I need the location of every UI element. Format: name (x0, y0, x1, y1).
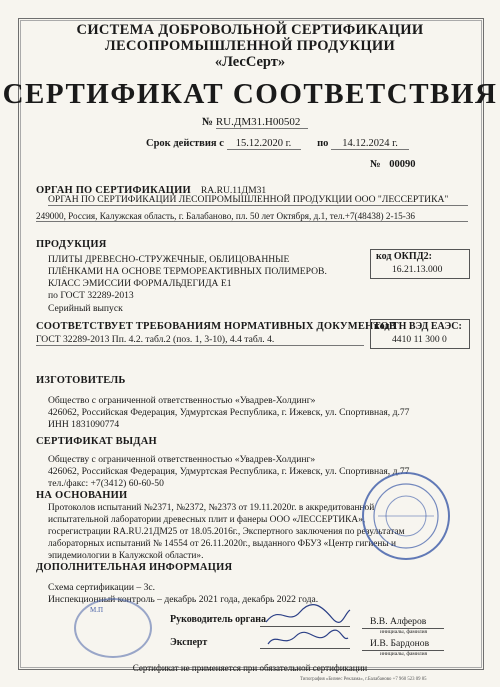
conformity-text: ГОСТ 32289-2013 Пп. 4.2. табл.2 (поз. 1, 3-10), 4.4 табл. 4. (36, 334, 364, 346)
organ-name: ОРГАН ПО СЕРТИФИКАЦИИ ЛЕСОПРОМЫШЛЕННОЙ ПРОДУКЦИИ ООО "ЛЕССЕРТИКА" (48, 194, 468, 206)
product-line4: по ГОСТ 32289-2013 (48, 290, 134, 301)
okpd-label: код ОКПД2: (376, 251, 432, 262)
additional-label: ДОПОЛНИТЕЛЬНАЯ ИНФОРМАЦИЯ (36, 562, 233, 573)
system-title-line3: «ЛесСерт» (214, 54, 286, 70)
manufacturer-address: 426062, Российская Федерация, Удмуртская Республика, г. Ижевск, ул. Спортивная, д.77 (48, 407, 410, 418)
system-title-line1: СИСТЕМА ДОБРОВОЛЬНОЙ СЕРТИФИКАЦИИ (76, 22, 424, 38)
head-caption: инициалы, фамилия (380, 629, 428, 635)
additional-scheme: Схема сертификации – 3с. (48, 582, 156, 593)
footer-printer: Типография «Бизнес Реклама», г.Балабаново +7 960 523 09 85 (300, 677, 427, 682)
product-line1: ПЛИТЫ ДРЕВЕСНО-СТРУЖЕЧНЫЕ, ОБЛИЦОВАННЫЕ (48, 254, 290, 265)
basis-line2: испытательной лаборатории древесных плит и фанеры ООО «ЛЕССЕРТИКА», (48, 515, 366, 525)
organ-stamp (74, 598, 152, 658)
head-signature (262, 602, 352, 628)
certificate-title: СЕРТИФИКАТ СООТВЕТСТВИЯ (2, 78, 498, 110)
basis-label: НА ОСНОВАНИИ (36, 490, 128, 501)
expert-label: Эксперт (170, 637, 208, 648)
organ-label: ОРГАН ПО СЕРТИФИКАЦИИ (36, 185, 191, 196)
company-round-stamp (360, 470, 452, 562)
expert-signature (262, 628, 352, 650)
tnved-label: код ТН ВЭД ЕАЭС: (374, 321, 462, 332)
footer-note: Сертификат не применяется при обязательной сертификации (132, 663, 368, 673)
expert-name: И.В. Бардонов (370, 638, 430, 649)
validity-to-label: по (317, 138, 329, 149)
additional-inspection: Инспекционный контроль – декабрь 2021 года, декабрь 2022 года. (48, 594, 319, 605)
serial-value: 00090 (389, 159, 416, 170)
validity-label: Срок действия с (146, 138, 224, 149)
number-value: RU.ДМ31.Н00502 (216, 116, 308, 129)
validity-row (146, 138, 409, 150)
serial-number (370, 159, 415, 170)
product-line3: КЛАСС ЭМИССИИ ФОРМАЛЬДЕГИДА Е1 (48, 278, 232, 289)
valid-from: 15.12.2020 г. (227, 138, 301, 150)
manufacturer-label: ИЗГОТОВИТЕЛЬ (36, 375, 126, 386)
basis-line3: госрегистрации RA.RU.21ДМ25 от 18.05.2016г., Экспертного заключения по результатам (48, 527, 405, 537)
issued-name: Обществу с ограниченной ответственностью «Увадрев-Холдинг» (48, 454, 316, 465)
valid-to: 14.12.2024 г. (331, 138, 409, 150)
system-title-line2: ЛЕСОПРОМЫШЛЕННОЙ ПРОДУКЦИИ (104, 38, 396, 54)
basis-line5: эпидемиологии в Калужской области». (48, 551, 204, 561)
head-name: В.В. Алферов (370, 616, 427, 627)
organ-address: 249000, Россия, Калужская область, г. Балабаново, пл. 50 лет Октября, д.1, тел.+7(48438) 2-15-36 (36, 211, 468, 222)
product-line5: Серийный выпуск (48, 303, 123, 314)
expert-caption: инициалы, фамилия (380, 651, 428, 657)
product-line2: ПЛЁНКАМИ НА ОСНОВЕ ТЕРМОРЕАКТИВНЫХ ПОЛИМЕРОВ. (48, 266, 327, 277)
serial-prefix: № (370, 159, 381, 170)
basis-line1: Протоколов испытаний №2371, №2372, №2373 от 19.11.2020г. в аккредитованной (48, 503, 375, 513)
manufacturer-inn: ИНН 1831090774 (48, 419, 120, 430)
organ-code: RA.RU.11ДМ31 (200, 185, 267, 196)
basis-line4: лабораторных испытаний № 14554 от 26.11.2020г., выданного ФБУЗ «Центр гигиены и (48, 539, 397, 549)
number-prefix: № (202, 116, 214, 128)
certificate-number (202, 116, 308, 129)
issued-phone: тел./факс: +7(3412) 60-60-50 (48, 478, 164, 489)
tnved-value: 4410 11 300 0 (392, 334, 447, 345)
okpd-value: 16.21.13.000 (392, 264, 443, 275)
conformity-label: СООТВЕТСТВУЕТ ТРЕБОВАНИЯМ НОРМАТИВНЫХ ДОКУМЕНТОВ (36, 321, 397, 332)
issued-address: 426062, Российская Федерация, Удмуртская Республика, г. Ижевск, ул. Спортивная, д.77 (48, 466, 410, 477)
manufacturer-name: Общество с ограниченной ответственностью «Увадрев-Холдинг» (48, 395, 316, 406)
head-label: Руководитель органа (170, 614, 266, 625)
issued-label: СЕРТИФИКАТ ВЫДАН (36, 436, 157, 447)
product-label: ПРОДУКЦИЯ (36, 239, 107, 250)
stamp-mp: М.П (90, 606, 104, 614)
